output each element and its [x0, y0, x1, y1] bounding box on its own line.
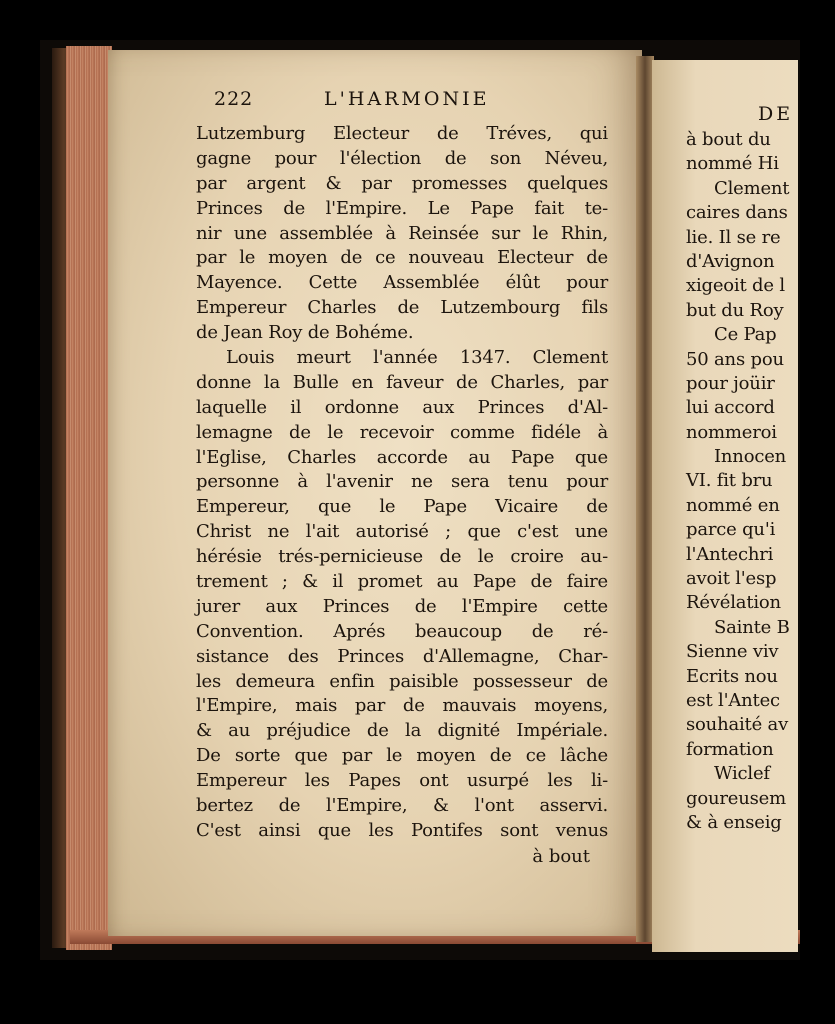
text-line: Louis meurt l'année 1347. Clement: [226, 347, 608, 369]
right-page-text: [686, 100, 798, 835]
text-line: Innocen: [714, 446, 787, 468]
right-page: [652, 60, 798, 952]
text-line: est l'Antec: [686, 689, 780, 711]
text-line: Ce Pap: [714, 324, 777, 346]
text-line: jurer aux Princes de l'Empire cette: [196, 595, 608, 617]
text-line: Révélation: [686, 592, 781, 614]
text-line: Princes de l'Empire. Le Pape fait te-: [196, 197, 608, 219]
text-line: Empereur Charles de Lutzembourg fils: [196, 297, 608, 319]
text-line: & au préjudice de la dignité Impériale.: [196, 720, 608, 742]
text-line: par le moyen de ce nouveau Electeur de: [196, 247, 608, 269]
text-line: Lutzemburg Electeur de Tréves, qui: [196, 123, 608, 144]
text-line: l'Empire, mais par de mauvais moyens,: [196, 695, 608, 717]
text-line: l'Eglise, Charles accorde au Pape que: [196, 446, 608, 468]
text-line: nir une assemblée à Reinsée sur le Rhin,: [196, 222, 608, 244]
text-line: formation: [686, 738, 774, 760]
text-line: Sienne viv: [686, 641, 779, 663]
text-line: les demeura enfin paisible possesseur de: [196, 670, 608, 692]
text-line: but du Roy: [686, 299, 784, 321]
page-number: 222: [214, 88, 254, 110]
text-line: souhaité av: [686, 714, 789, 736]
text-line: trement ; & il promet au Pape de faire: [196, 571, 608, 593]
text-line: nommé Hi: [686, 153, 779, 175]
text-line: d'Avignon: [686, 250, 775, 272]
text-line: personne à l'avenir ne sera tenu pour: [196, 471, 608, 493]
text-line: goureusem: [686, 787, 786, 809]
text-line: & à enseig: [686, 811, 782, 833]
text-line: gagne pour l'élection de son Néveu,: [196, 147, 608, 169]
text-line: Clement: [714, 177, 790, 199]
text-line: Wiclef: [714, 763, 770, 785]
running-title: L'HARMONIE: [324, 88, 490, 110]
text-line: 50 ans pou: [686, 348, 784, 370]
running-head: [196, 88, 608, 122]
text-line: sistance des Princes d'Allemagne, Char-: [196, 645, 608, 667]
text-line: Empereur, que le Pape Vicaire de: [196, 496, 608, 518]
text-line: hérésie trés-pernicieuse de le croire au-: [196, 546, 608, 568]
text-line: Christ ne l'ait autorisé ; que c'est une: [196, 521, 608, 543]
text-line: lemagne de le recevoir comme fidéle à: [196, 421, 608, 443]
text-line: bertez de l'Empire, & l'ont asservi.: [196, 795, 608, 817]
text-line: nommé en: [686, 494, 780, 516]
text-line: C'est ainsi que les Pontifes sont venus: [196, 819, 608, 841]
right-running-title: DE: [758, 103, 794, 125]
text-line: Empereur les Papes ont usurpé les li-: [196, 770, 608, 792]
text-line: parce qu'i: [686, 519, 776, 541]
right-text-block: [686, 128, 798, 835]
text-line: nommeroi: [686, 421, 777, 443]
catchword: à bout: [532, 845, 590, 867]
page-fore-edge: [66, 46, 112, 950]
text-line: pour joüir: [686, 372, 775, 394]
text-line: à bout du: [686, 129, 771, 150]
text-line: De sorte que par le moyen de ce lâche: [196, 745, 608, 767]
text-line: donne la Bulle en faveur de Charles, par: [196, 371, 608, 393]
left-text-block: [196, 122, 608, 844]
left-page-text: [196, 88, 608, 870]
text-line: Ecrits nou: [686, 665, 778, 687]
text-line: xigeoit de l: [686, 275, 785, 297]
text-line: caires dans: [686, 202, 788, 224]
text-line: lie. Il se re: [686, 226, 781, 248]
text-line: par argent & par promesses quelques: [196, 172, 608, 194]
text-line: Mayence. Cette Assemblée élût pour: [196, 272, 608, 294]
text-line: Sainte B: [714, 616, 790, 638]
text-line: laquelle il ordonne aux Princes d'Al-: [196, 396, 608, 418]
text-line: Convention. Aprés beaucoup de ré-: [196, 620, 608, 642]
text-line: de Jean Roy de Bohéme.: [196, 322, 414, 344]
text-line: avoit l'esp: [686, 568, 777, 590]
text-line: l'Antechri: [686, 543, 774, 565]
text-line: lui accord: [686, 397, 775, 419]
text-line: VI. fit bru: [686, 470, 773, 492]
